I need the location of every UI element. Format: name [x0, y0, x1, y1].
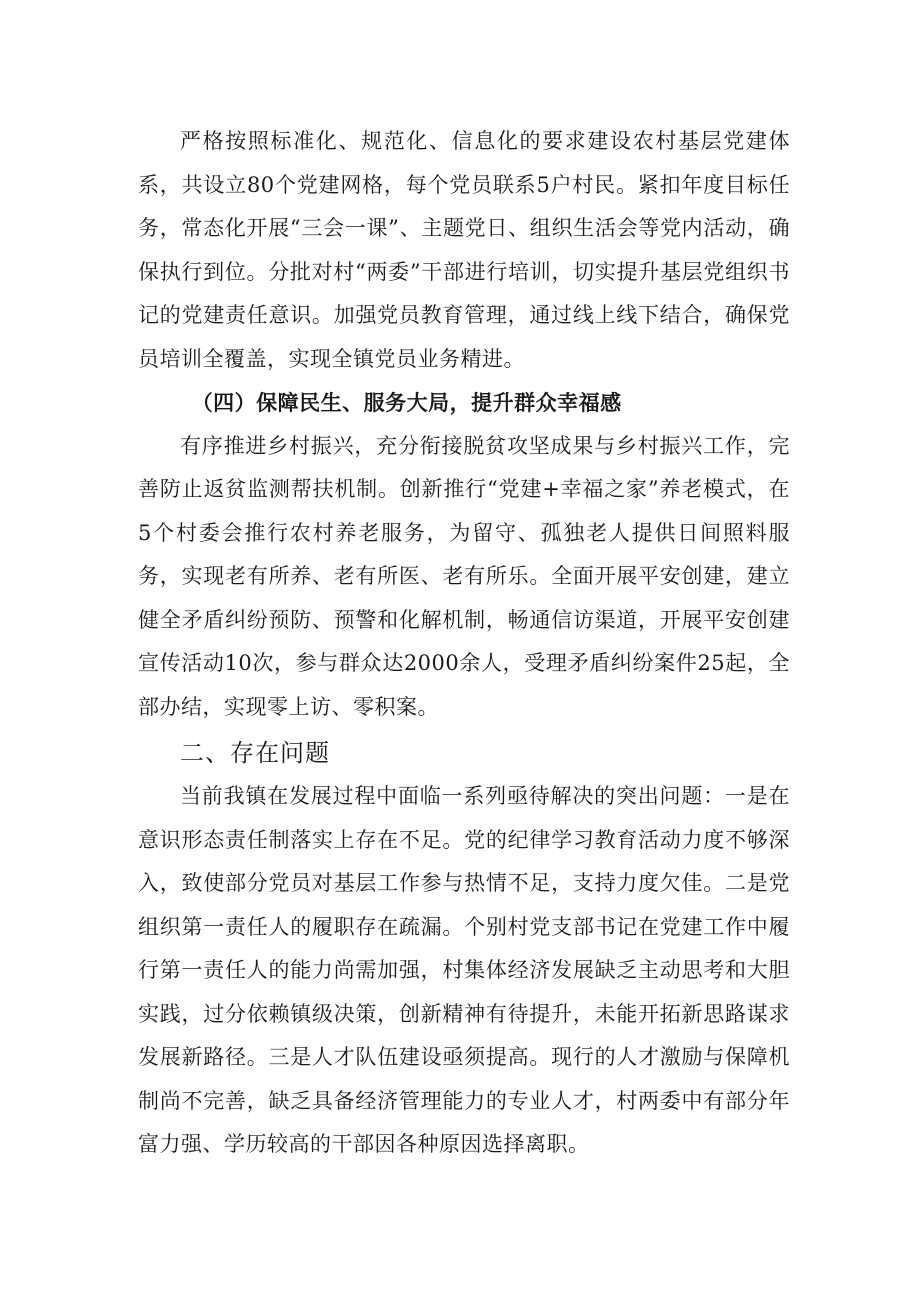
paragraph-livelihood: 有序推进乡村振兴，充分衔接脱贫攻坚成果与乡村振兴工作，完善防止返贫监测帮扶机制。创新推行“党建+幸福之家”养老模式，在5个村委会推行农村养老服务，为留守、孤独老人提供日间照料服务，实现老有所养、老有所医、老有所乐。全面开展平安创建，建立健全矛盾纠纷预防、预警和化解机制，畅通信访渠道，开展平安创建宣传活动10次，参与群众达2000余人，受理矛盾纠纷案件25起，全部办结，实现零上访、零积案。: [138, 433, 790, 719]
document-page: [138, 120, 790, 1167]
paragraph-problems: 当前我镇在发展过程中面临一系列亟待解决的突出问题：一是在意识形态责任制落实上存在不足。党的纪律学习教育活动力度不够深入，致使部分党员对基层工作参与热情不足，支持力度欠佳。二是党组织第一责任人的履职存在疏漏。个别村党支部书记在党建工作中履行第一责任人的能力尚需加强，村集体经济发展缺乏主动思考和大胆实践，过分依赖镇级决策，创新精神有待提升，未能开拓新思路谋求发展新路径。三是人才队伍建设亟须提高。现行的人才激励与保障机制尚不完善，缺乏具备经济管理能力的专业人才，村两委中有部分年富力强、学历较高的干部因各种原因选择离职。: [138, 784, 790, 1156]
paragraph-party-building: 严格按照标准化、规范化、信息化的要求建设农村基层党建体系，共设立80个党建网格，每个党员联系5户村民。紧扣年度目标任务，常态化开展“三会一课”、主题党日、组织生活会等党内活动，确保执行到位。分批对村“两委”干部进行培训，切实提升基层党组织书记的党建责任意识。加强党员教育管理，通过线上线下结合，确保党员培训全覆盖，实现全镇党员业务精进。: [138, 129, 790, 371]
subheading-livelihood: （四）保障民生、服务大局，提升群众幸福感: [191, 390, 622, 415]
section-heading-problems: 二、存在问题: [180, 739, 330, 767]
